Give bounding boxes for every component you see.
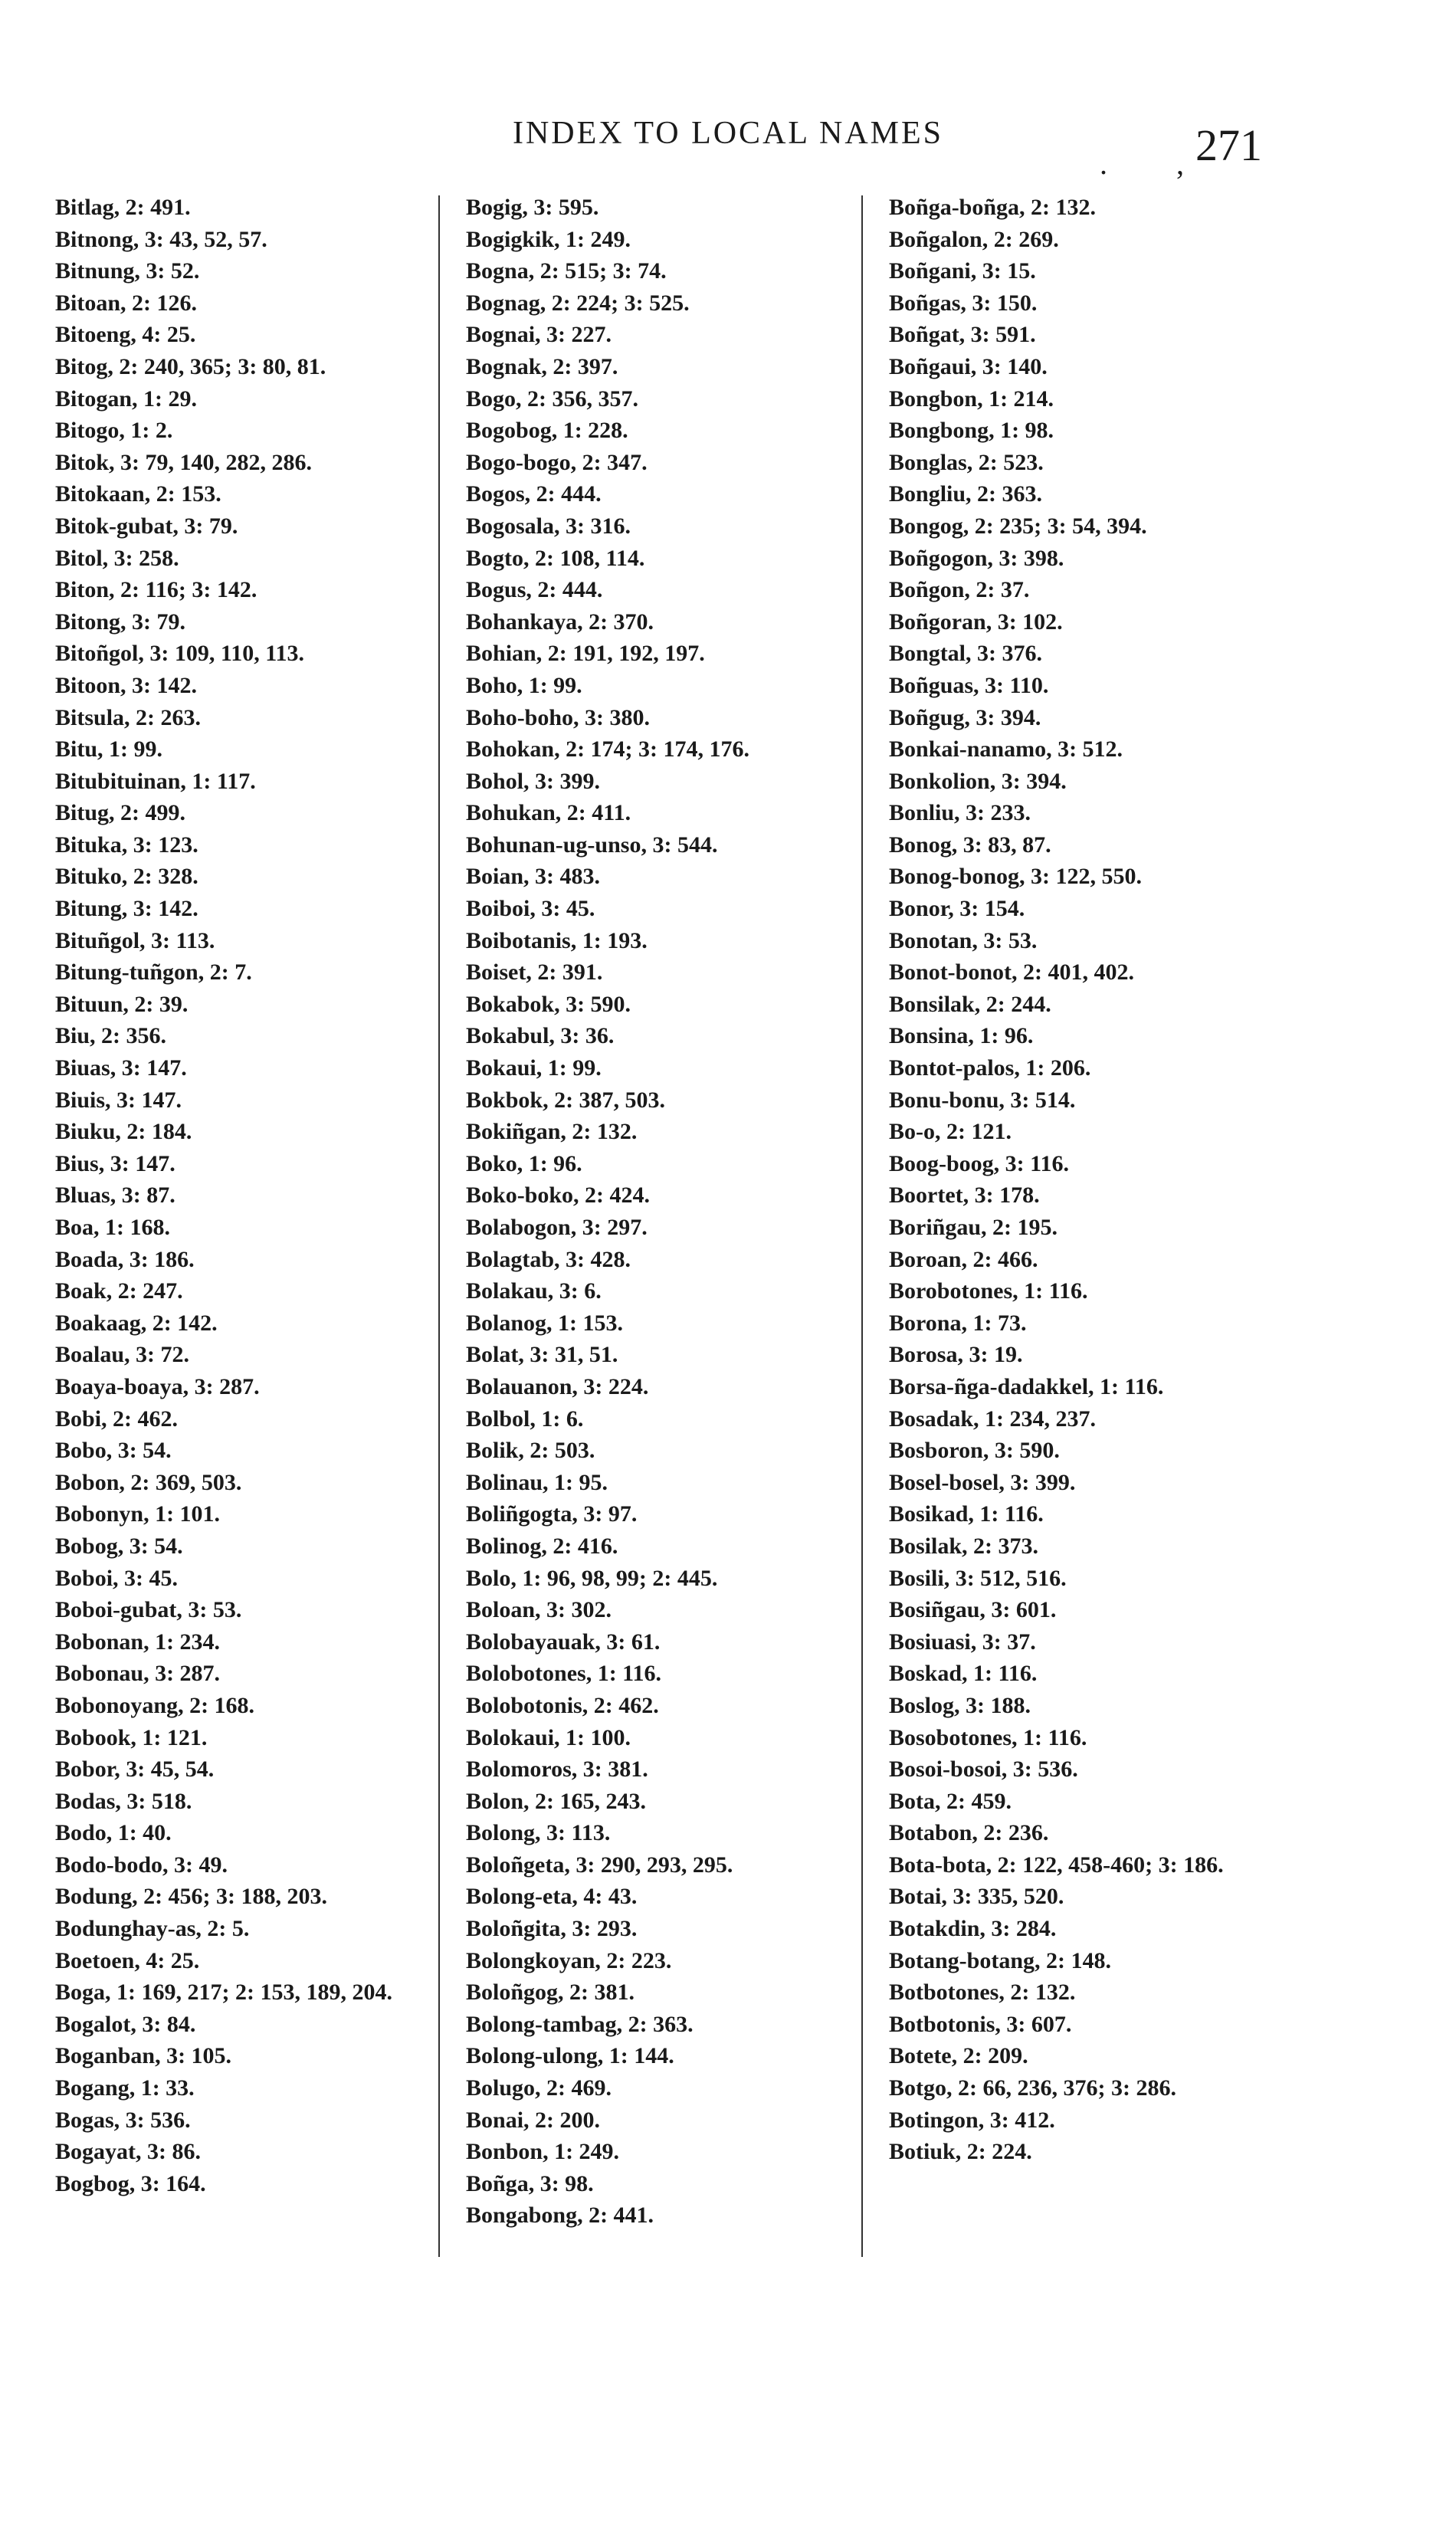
index-entry: Bolo, 1: 96, 98, 99; 2: 445. — [466, 1565, 718, 1591]
index-entry: Boñguas, 3: 110. — [889, 672, 1049, 698]
index-entry: Bolbol, 1: 6. — [466, 1406, 584, 1432]
index-entry: Boak, 2: 247. — [55, 1278, 183, 1304]
index-entry: Boganban, 3: 105. — [55, 2043, 232, 2069]
index-entry: Boskad, 1: 116. — [889, 1661, 1038, 1687]
index-entry: Bosikad, 1: 116. — [889, 1501, 1044, 1527]
index-entry: Bonot-bonot, 2: 401, 402. — [889, 959, 1135, 986]
index-entry: Bitong, 3: 79. — [55, 608, 186, 635]
index-entry: Bolauanon, 3: 224. — [466, 1373, 649, 1399]
index-entry: Botakdin, 3: 284. — [889, 1916, 1057, 1942]
index-entry: Bodo, 1: 40. — [55, 1820, 172, 1846]
index-entry: Botbotonis, 3: 607. — [889, 2011, 1072, 2037]
index-entry: Bitnung, 3: 52. — [55, 258, 200, 284]
index-entry: Boa, 1: 168. — [55, 1215, 170, 1240]
index-entry: Bonbon, 1: 249. — [466, 2139, 620, 2165]
index-entry: Bolomoros, 3: 381. — [466, 1757, 648, 1783]
index-entry: Boloñgeta, 3: 290, 293, 295. — [466, 1852, 733, 1878]
index-entry: Boiboi, 3: 45. — [466, 896, 595, 922]
index-entry: Bosiñgau, 3: 601. — [889, 1597, 1057, 1623]
index-entry: Bius, 3: 147. — [55, 1150, 175, 1176]
index-entry: Bonsina, 1: 96. — [889, 1023, 1034, 1049]
index-entry: Bitokaan, 2: 153. — [55, 481, 221, 507]
index-entry: Boog-boog, 3: 116. — [889, 1150, 1070, 1176]
index-entry: Bosoi-bosoi, 3: 536. — [889, 1757, 1078, 1783]
index-entry: Boko-boko, 2: 424. — [466, 1182, 651, 1209]
index-entry: Boñgoran, 3: 102. — [889, 608, 1063, 635]
index-column-2 — [466, 192, 864, 2299]
index-entry: Bota, 2: 459. — [889, 1788, 1012, 1814]
index-entry: Boibotanis, 1: 193. — [466, 927, 648, 953]
index-entry: Bitsula, 2: 263. — [55, 704, 202, 730]
index-entry: Bolon, 2: 165, 243. — [466, 1788, 647, 1814]
index-entry: Bodunghay-as, 2: 5. — [55, 1916, 250, 1942]
index-entry: Boboi, 3: 45. — [55, 1565, 179, 1591]
index-entry: Bobo, 3: 54. — [55, 1438, 172, 1464]
index-entry: Bodas, 3: 518. — [55, 1788, 192, 1814]
index-entry: Bobonoyang, 2: 168. — [55, 1692, 255, 1718]
index-entry: Bobog, 3: 54. — [55, 1533, 183, 1559]
index-entry: Bitug, 2: 499. — [55, 800, 186, 826]
index-entry: Bodung, 2: 456; 3: 188, 203. — [55, 1884, 328, 1910]
index-entry: Bituko, 2: 328. — [55, 864, 198, 890]
index-entry: Botang-botang, 2: 148. — [889, 1947, 1112, 1973]
index-entry: Bohunan-ug-unso, 3: 544. — [466, 832, 718, 858]
index-entry: Bolinog, 2: 416. — [466, 1533, 618, 1559]
index-entry: Biton, 2: 116; 3: 142. — [55, 577, 257, 603]
index-entry: Bokbok, 2: 387, 503. — [466, 1087, 666, 1113]
index-entry: Boada, 3: 186. — [55, 1246, 195, 1272]
index-entry: Boloan, 3: 302. — [466, 1597, 612, 1623]
page-header — [0, 92, 1456, 184]
index-entry: Bobonan, 1: 234. — [55, 1629, 221, 1655]
index-entry: Bogbog, 3: 164. — [55, 2170, 206, 2196]
index-entry: Bolugo, 2: 469. — [466, 2075, 612, 2101]
index-entry: Boboi-gubat, 3: 53. — [55, 1597, 242, 1623]
index-entry: Bosadak, 1: 234, 237. — [889, 1406, 1097, 1432]
index-entry: Bonkai-nanamo, 3: 512. — [889, 736, 1123, 763]
index-entry: Bonor, 3: 154. — [889, 896, 1025, 922]
index-entry: Bonog-bonog, 3: 122, 550. — [889, 864, 1143, 890]
index-entry: Bogo, 2: 356, 357. — [466, 385, 638, 412]
index-entry: Bolik, 2: 503. — [466, 1438, 595, 1464]
index-entry: Bolobotonis, 2: 462. — [466, 1692, 659, 1718]
index-entry: Bognag, 2: 224; 3: 525. — [466, 290, 690, 316]
index-entry: Bituñgol, 3: 113. — [55, 927, 215, 953]
index-entry: Boslog, 3: 188. — [889, 1692, 1031, 1718]
index-entry: Bosilak, 2: 373. — [889, 1533, 1039, 1559]
index-entry: Bolabogon, 3: 297. — [466, 1215, 648, 1240]
index-entry: Bongliu, 2: 363. — [889, 481, 1043, 507]
index-entry: Bitoan, 2: 126. — [55, 290, 198, 316]
index-entry: Bogos, 2: 444. — [466, 481, 602, 507]
index-entry: Bogayat, 3: 86. — [55, 2139, 201, 2165]
index-entry: Bitol, 3: 258. — [55, 545, 179, 571]
index-entry: Borosa, 3: 19. — [889, 1342, 1023, 1368]
index-entry: Botete, 2: 209. — [889, 2043, 1028, 2069]
index-entry: Boga, 1: 169, 217; 2: 153, 189, 204. — [55, 1980, 392, 2006]
index-entry: Boian, 3: 483. — [466, 864, 601, 890]
index-entry: Bolong, 3: 113. — [466, 1820, 611, 1846]
index-entry: Botbotones, 2: 132. — [889, 1980, 1076, 2006]
index-entry: Bonsilak, 2: 244. — [889, 991, 1051, 1017]
index-entry: Boho-boho, 3: 380. — [466, 704, 651, 730]
index-entry: Bongbong, 1: 98. — [889, 418, 1054, 444]
index-entry: Bosel-bosel, 3: 399. — [889, 1469, 1076, 1495]
index-column-3 — [889, 192, 1318, 2299]
index-entry: Bohukan, 2: 411. — [466, 800, 631, 826]
index-entry: Bosili, 3: 512, 516. — [889, 1565, 1067, 1591]
index-entry: Bodo-bodo, 3: 49. — [55, 1852, 228, 1878]
index-entry: Bogobog, 1: 228. — [466, 418, 628, 444]
index-entry: Bobonau, 3: 287. — [55, 1661, 221, 1687]
index-entry: Bitubituinan, 1: 117. — [55, 768, 256, 794]
index-entry: Botiuk, 2: 224. — [889, 2139, 1032, 2165]
index-entry: Bokabok, 3: 590. — [466, 991, 631, 1017]
index-entry: Bosiuasi, 3: 37. — [889, 1629, 1036, 1655]
index-entry: Boalau, 3: 72. — [55, 1342, 190, 1368]
index-entry: Bohankaya, 2: 370. — [466, 608, 654, 635]
index-entry: Biuas, 3: 147. — [55, 1055, 187, 1081]
page-number: 271 — [1195, 120, 1262, 170]
index-entry: Borsa-ñga-dadakkel, 1: 116. — [889, 1373, 1164, 1399]
index-entry: Boloñgita, 3: 293. — [466, 1916, 638, 1942]
index-entry: Boñgas, 3: 150. — [889, 290, 1038, 316]
index-entry: Bohokan, 2: 174; 3: 174, 176. — [466, 736, 750, 763]
index-entry: Bolanog, 1: 153. — [466, 1310, 624, 1336]
index-entry: Bitoon, 3: 142. — [55, 672, 198, 698]
index-entry: Borona, 1: 73. — [889, 1310, 1027, 1336]
index-entry: Bitoeng, 4: 25. — [55, 322, 196, 348]
index-entry: Bolokaui, 1: 100. — [466, 1724, 631, 1750]
index-entry: Boñgat, 3: 591. — [889, 322, 1036, 348]
index-entry: Boroan, 2: 466. — [889, 1246, 1038, 1272]
index-entry: Bolongkoyan, 2: 223. — [466, 1947, 672, 1973]
index-entry: Bogo-bogo, 2: 347. — [466, 449, 648, 475]
index-entry: Bontot-palos, 1: 206. — [889, 1055, 1091, 1081]
index-entry: Bogosala, 3: 316. — [466, 513, 631, 539]
index-entry: Bobi, 2: 462. — [55, 1406, 179, 1432]
index-entry: Boñgalon, 2: 269. — [889, 226, 1059, 252]
index-entry: Bota-bota, 2: 122, 458-460; 3: 186. — [889, 1852, 1224, 1878]
index-entry: Bolong-ulong, 1: 144. — [466, 2043, 674, 2069]
index-entry: Bonkolion, 3: 394. — [889, 768, 1067, 794]
index-entry: Bolong-eta, 4: 43. — [466, 1884, 638, 1910]
index-entry: Bongtal, 3: 376. — [889, 641, 1043, 667]
index-entry: Bituun, 2: 39. — [55, 991, 189, 1017]
index-entry: Bogas, 3: 536. — [55, 2107, 191, 2133]
header-dots: . , — [1100, 146, 1215, 181]
index-entry: Bogigkik, 1: 249. — [466, 226, 631, 252]
index-entry: Bognai, 3: 227. — [466, 322, 612, 348]
index-entry: Biuis, 3: 147. — [55, 1087, 182, 1113]
index-entry: Biu, 2: 356. — [55, 1023, 167, 1049]
index-entry: Bolinau, 1: 95. — [466, 1469, 608, 1495]
index-entry: Botingon, 3: 412. — [889, 2107, 1055, 2133]
index-entry: Bitogan, 1: 29. — [55, 385, 198, 412]
index-entry: Bolat, 3: 31, 51. — [466, 1342, 618, 1368]
index-entry: Boriñgau, 2: 195. — [889, 1215, 1058, 1240]
index-entry: Bitok-gubat, 3: 79. — [55, 513, 238, 539]
index-entry: Boakaag, 2: 142. — [55, 1310, 218, 1336]
index-entry: Boho, 1: 99. — [466, 672, 582, 698]
index-entry: Bitu, 1: 99. — [55, 736, 163, 763]
index-entry: Bogus, 2: 444. — [466, 577, 603, 603]
index-entry: Bonotan, 3: 53. — [889, 927, 1038, 953]
index-entry: Bluas, 3: 87. — [55, 1182, 175, 1209]
index-entry: Boñga, 3: 98. — [466, 2170, 594, 2196]
index-entry: Boñgogon, 3: 398. — [889, 545, 1064, 571]
index-entry: Bokabul, 3: 36. — [466, 1023, 615, 1049]
index-entry: Bonliu, 3: 233. — [889, 800, 1031, 826]
index-entry: Boñga-boñga, 2: 132. — [889, 195, 1097, 220]
index-entry: Bituka, 3: 123. — [55, 832, 198, 858]
index-entry: Botgo, 2: 66, 236, 376; 3: 286. — [889, 2075, 1176, 2101]
index-entry: Boetoen, 4: 25. — [55, 1947, 200, 1973]
index-entry: Boñgon, 2: 37. — [889, 577, 1030, 603]
index-entry: Bonai, 2: 200. — [466, 2107, 601, 2133]
index-entry: Bongabong, 2: 441. — [466, 2203, 654, 2229]
index-entry: Bohol, 3: 399. — [466, 768, 601, 794]
index-entry: Bolong-tambag, 2: 363. — [466, 2011, 694, 2037]
index-entry: Bogig, 3: 595. — [466, 195, 599, 220]
index-entry: Bolobotones, 1: 116. — [466, 1661, 662, 1687]
index-entry: Bongbon, 1: 214. — [889, 385, 1054, 412]
index-entry: Boortet, 3: 178. — [889, 1182, 1040, 1209]
index-entry: Bo-o, 2: 121. — [889, 1119, 1012, 1145]
index-entry: Bitoñgol, 3: 109, 110, 113. — [55, 641, 305, 667]
index-entry: Bobor, 3: 45, 54. — [55, 1757, 215, 1783]
index-entry: Bokiñgan, 2: 132. — [466, 1119, 638, 1145]
index-entry: Bolobayauak, 3: 61. — [466, 1629, 661, 1655]
index-entry: Bokaui, 1: 99. — [466, 1055, 602, 1081]
index-entry: Bonog, 3: 83, 87. — [889, 832, 1051, 858]
index-entry: Bolakau, 3: 6. — [466, 1278, 602, 1304]
index-entry: Boloñgog, 2: 381. — [466, 1980, 635, 2006]
index-entry: Bosobotones, 1: 116. — [889, 1724, 1087, 1750]
index-entry: Bolagtab, 3: 428. — [466, 1246, 631, 1272]
index-entry: Bognak, 2: 397. — [466, 353, 618, 379]
index-entry: Borobotones, 1: 116. — [889, 1278, 1088, 1304]
index-entry: Bongog, 2: 235; 3: 54, 394. — [889, 513, 1147, 539]
index-entry: Boliñgogta, 3: 97. — [466, 1501, 638, 1527]
index-entry: Bogto, 2: 108, 114. — [466, 545, 645, 571]
index-entry: Bosboron, 3: 590. — [889, 1438, 1060, 1464]
index-entry: Botabon, 2: 236. — [889, 1820, 1049, 1846]
index-entry: Boaya-boaya, 3: 287. — [55, 1373, 260, 1399]
index-entry: Bogalot, 3: 84. — [55, 2011, 196, 2037]
index-entry: Bobon, 2: 369, 503. — [55, 1469, 242, 1495]
index-entry: Boñgug, 3: 394. — [889, 704, 1041, 730]
index-entry: Bobonyn, 1: 101. — [55, 1501, 221, 1527]
index-entry: Boko, 1: 96. — [466, 1150, 582, 1176]
index-entry: Bitog, 2: 240, 365; 3: 80, 81. — [55, 353, 326, 379]
index-entry: Bonglas, 2: 523. — [889, 449, 1044, 475]
index-entry: Bitnong, 3: 43, 52, 57. — [55, 226, 267, 252]
index-entry: Boiset, 2: 391. — [466, 959, 603, 986]
index-entry: Bitung, 3: 142. — [55, 896, 198, 922]
index-entry: Botai, 3: 335, 520. — [889, 1884, 1064, 1910]
index-column-1 — [55, 192, 454, 2299]
index-entry: Bitlag, 2: 491. — [55, 195, 191, 220]
index-entry: Bogang, 1: 33. — [55, 2075, 195, 2101]
index-entry: Biuku, 2: 184. — [55, 1119, 192, 1145]
index-entry: Bitung-tuñgon, 2: 7. — [55, 959, 252, 986]
index-entry: Boñgani, 3: 15. — [889, 258, 1036, 284]
index-entry: Bitok, 3: 79, 140, 282, 286. — [55, 449, 313, 475]
running-title: INDEX TO LOCAL NAMES — [512, 116, 944, 151]
index-entry: Bohian, 2: 191, 192, 197. — [466, 641, 705, 667]
index-entry: Bonu-bonu, 3: 514. — [889, 1087, 1076, 1113]
index-entry: Bobook, 1: 121. — [55, 1724, 208, 1750]
index-entry: Bitogo, 1: 2. — [55, 418, 173, 444]
index-entry: Boñgaui, 3: 140. — [889, 353, 1048, 379]
index-entry: Bogna, 2: 515; 3: 74. — [466, 258, 667, 284]
